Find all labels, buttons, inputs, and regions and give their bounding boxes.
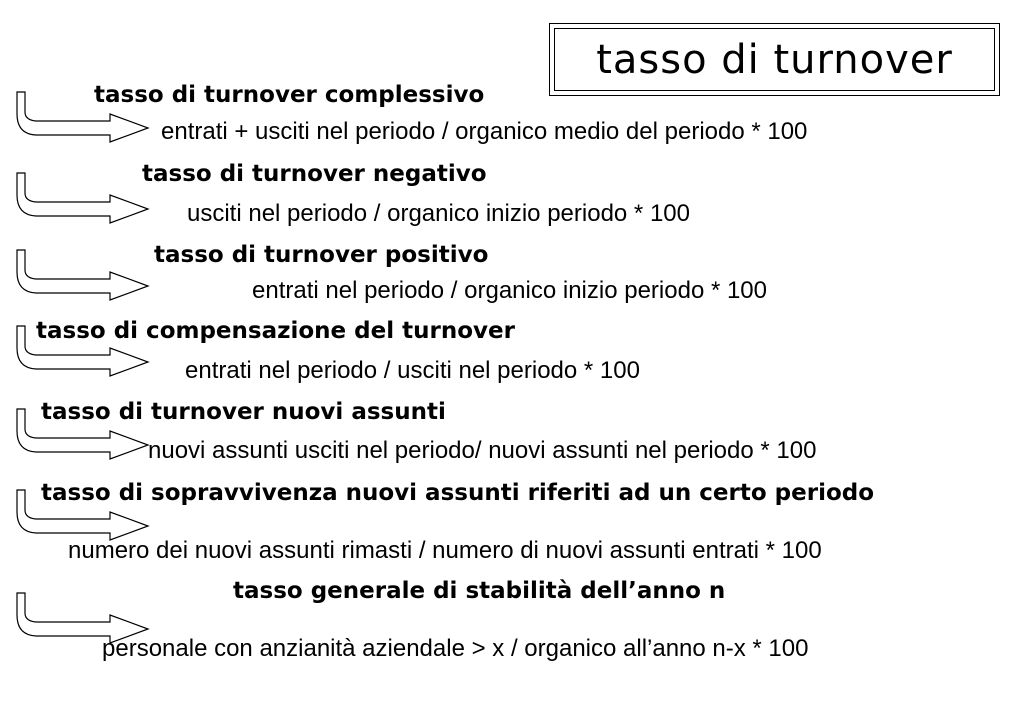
heading-stabilita-anno-n: tasso generale di stabilità dell’anno n <box>233 578 726 604</box>
page-title: tasso di turnover <box>596 36 953 83</box>
formula-turnover-positivo: entrati nel periodo / organico inizio periodo * 100 <box>252 277 768 304</box>
heading-turnover-positivo: tasso di turnover positivo <box>154 242 489 268</box>
formula-compensazione-turnover: entrati nel periodo / usciti nel periodo * 100 <box>185 357 640 384</box>
title-box-inner-border <box>554 28 995 91</box>
formula-sopravvivenza-nuovi-assunti: numero dei nuovi assunti rimasti / numero di nuovi assunti entrati * 100 <box>68 537 822 564</box>
formula-turnover-nuovi-assunti: nuovi assunti usciti nel periodo/ nuovi assunti nel periodo * 100 <box>148 437 817 464</box>
formula-stabilita-anno-n: personale con anzianità aziendale > x / organico all’anno n-x * 100 <box>102 635 809 662</box>
curved-arrow-icon <box>14 171 154 231</box>
heading-compensazione-turnover: tasso di compensazione del turnover <box>36 318 515 344</box>
heading-turnover-negativo: tasso di turnover negativo <box>142 161 487 187</box>
heading-turnover-complessivo: tasso di turnover complessivo <box>94 82 485 108</box>
heading-turnover-nuovi-assunti: tasso di turnover nuovi assunti <box>41 399 446 425</box>
formula-turnover-negativo: usciti nel periodo / organico inizio periodo * 100 <box>187 200 690 227</box>
heading-sopravvivenza-nuovi-assunti: tasso di sopravvivenza nuovi assunti riferiti ad un certo periodo <box>41 480 875 506</box>
curved-arrow-icon <box>14 248 154 308</box>
title-box <box>549 23 1000 96</box>
formula-turnover-complessivo: entrati + usciti nel periodo / organico medio del periodo * 100 <box>161 118 808 145</box>
